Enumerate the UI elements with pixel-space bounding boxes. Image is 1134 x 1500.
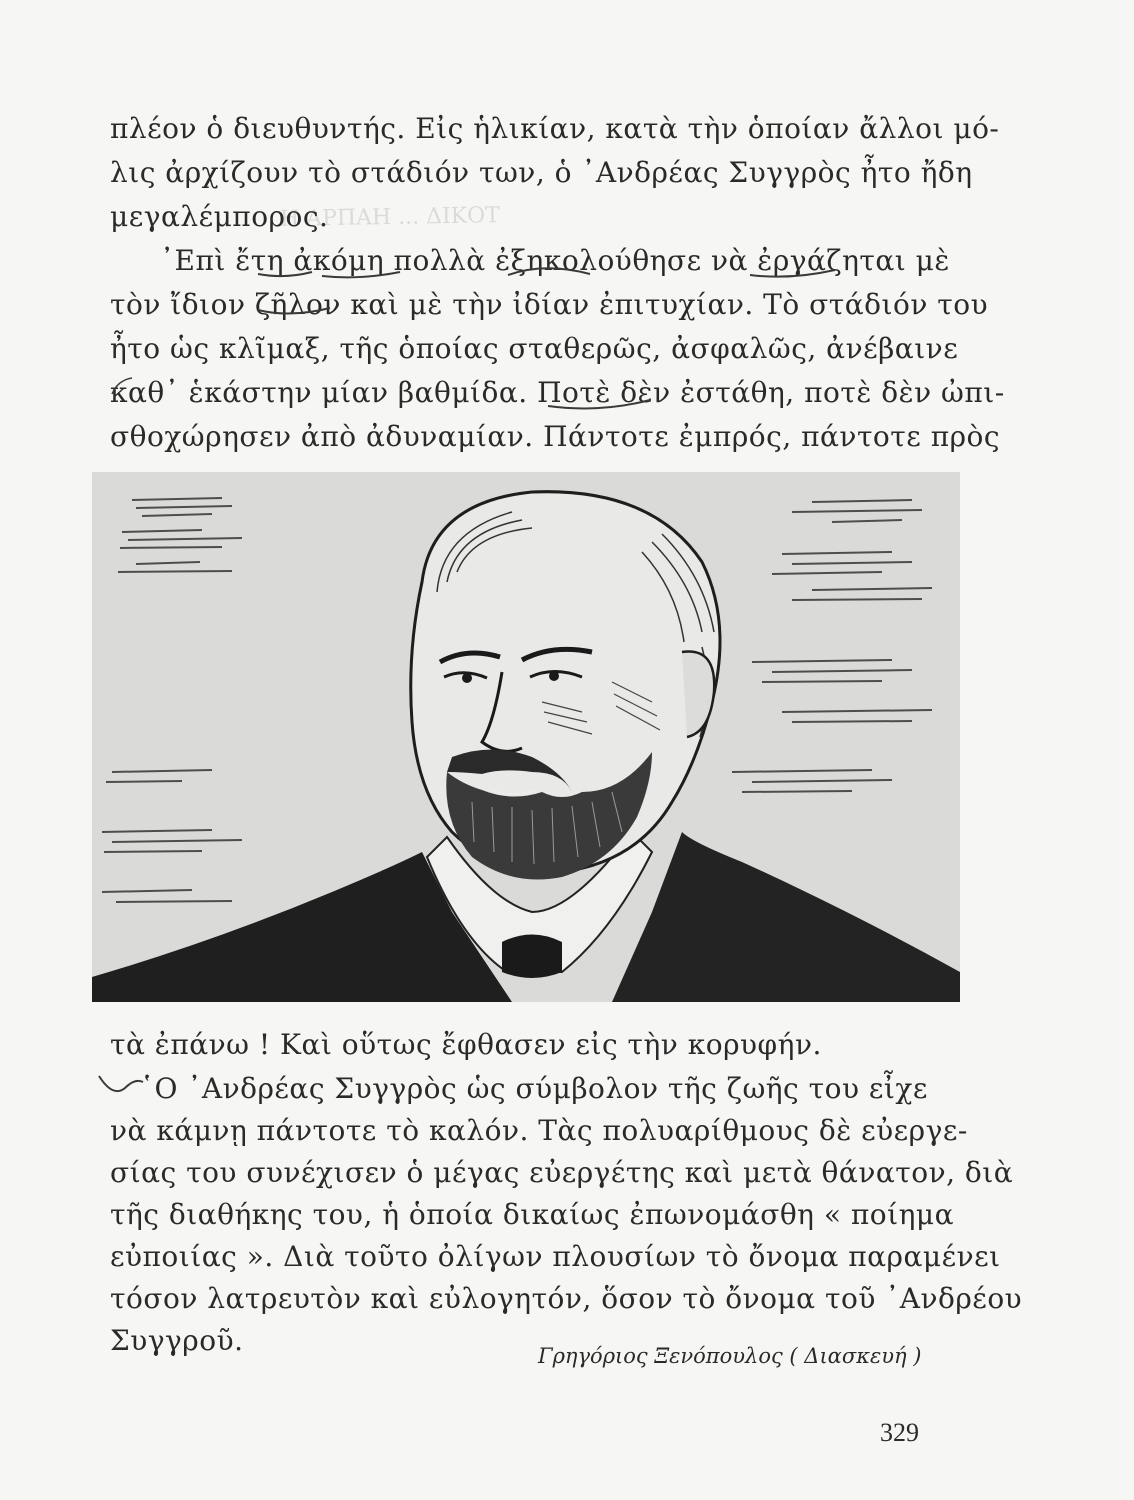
portrait-drawing	[92, 472, 960, 1002]
portrait-illustration	[92, 472, 960, 1002]
text-line: ἦτο ὡς κλῖμαξ, τῆς ὁποίας σταθερῶς, ἀσφαλῶς, ἀνέβαινε	[110, 332, 959, 365]
text-line: σίας του συνέχισεν ὁ μέγας εὐεργέτης καὶ μετὰ θάνατον, διὰ	[110, 1156, 1014, 1189]
page-number: 329	[880, 1418, 919, 1447]
text-line: εὐποιίας ». Διὰ τοῦτο ὀλίγων πλουσίων τὸ ὄνομα παραμένει	[110, 1240, 1001, 1273]
author-credit: Γρηγόριος Ξενόπουλος ( Διασκευή )	[538, 1344, 922, 1368]
text-line: πλέον ὁ διευθυντής. Εἰς ἡλικίαν, κατὰ τὴν ὁποίαν ἄλλοι μό-	[110, 112, 1000, 145]
text-line: καθ᾿ ἑκάστην μίαν βαθμίδα. Ποτὲ δὲν ἐστάθη, ποτὲ δὲν ὠπι-	[110, 376, 1005, 409]
text-line: Συγγροῦ.	[110, 1324, 244, 1357]
text-line: μεγαλέμπορος.	[110, 200, 329, 233]
bleed-through-text: Η ΑΡΠΑΗ ... ΔΙΚΟΤ	[279, 203, 501, 232]
text-line: τόσον λατρευτὸν καὶ εὐλογητόν, ὅσον τὸ ὄνομα τοῦ ᾿Ανδρέου	[110, 1282, 1023, 1315]
text-line: τὸν ἴδιον ζῆλον καὶ μὲ τὴν ἰδίαν ἐπιτυχίαν. Τὸ στάδιόν του	[110, 288, 989, 321]
text-line: ᾿Επὶ ἔτη ἀκόμη πολλὰ ἐξηκολούθησε νὰ ἐργάζηται μὲ	[160, 244, 950, 277]
text-line: ῾Ο ᾿Ανδρέας Συγγρὸς ὡς σύμβολον τῆς ζωῆς του εἶχε	[140, 1072, 928, 1105]
text-line: λις ἀρχίζουν τὸ στάδιόν των, ὁ ᾿Ανδρέας Συγγρὸς ἦτο ἤδη	[110, 156, 973, 189]
text-line: νὰ κάμνῃ πάντοτε τὸ καλόν. Τὰς πολυαρίθμους δὲ εὐεργε-	[110, 1114, 968, 1147]
text-line: τὰ ἐπάνω ! Καὶ οὕτως ἔφθασεν εἰς τὴν κορυφήν.	[110, 1028, 822, 1061]
text-line: τῆς διαθήκης του, ἡ ὁποία δικαίως ἐπωνομάσθη « ποίημα	[110, 1198, 955, 1231]
text-line: σθοχώρησεν ἀπὸ ἀδυναμίαν. Πάντοτε ἐμπρός, πάντοτε πρὸς	[110, 420, 1001, 453]
